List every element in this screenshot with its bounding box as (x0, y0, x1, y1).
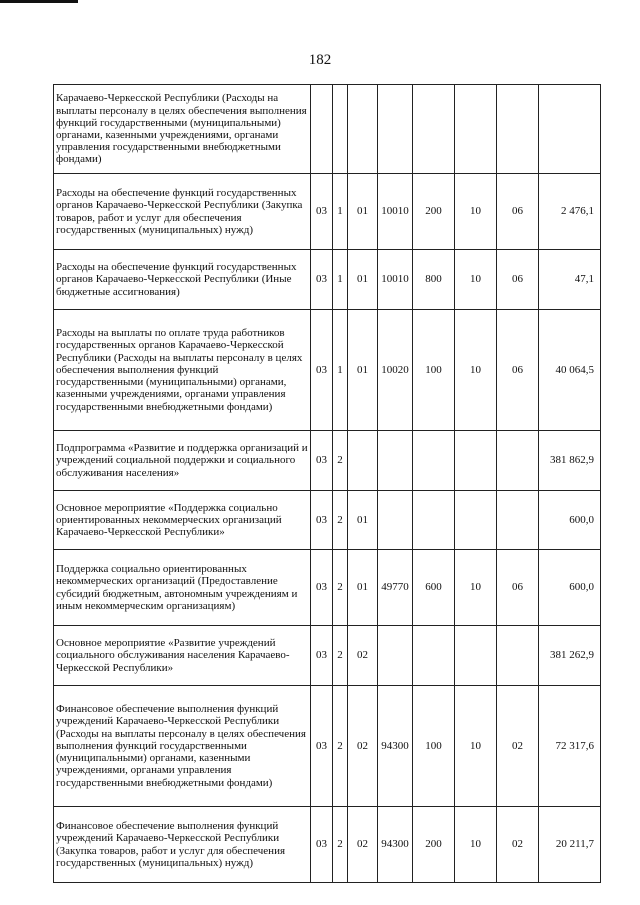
code-col-3: 01 (348, 310, 378, 431)
code-col-7: 06 (497, 550, 539, 626)
row-description: Основное мероприятие «Развитие учреждений социального обслуживания населения Карачаево-Черкесской Республики» (54, 626, 311, 686)
code-col-7: 06 (497, 174, 539, 250)
row-description: Расходы на выплаты по оплате труда работников государственных органов Карачаево-Черкесской Республики (Расходы на выплаты персоналу в целях обеспечения выполнения функций государственными (муниципальными) органами, казенными учреждениями, органами управления государственными внебюджетными фондами) (54, 310, 311, 431)
code-col-5: 100 (413, 310, 455, 431)
code-col-5: 800 (413, 250, 455, 310)
code-col-2: 1 (333, 250, 348, 310)
code-col-1: 03 (311, 250, 333, 310)
table-row (54, 85, 601, 174)
code-col-6: 10 (455, 550, 497, 626)
code-col-5: 600 (413, 550, 455, 626)
code-col-2: 2 (333, 686, 348, 807)
row-amount (539, 85, 601, 174)
budget-table (53, 84, 601, 883)
row-amount: 600,0 (539, 550, 601, 626)
row-description: Расходы на обеспечение функций государственных органов Карачаево-Черкесской Республики (Закупка товаров, работ и услуг для обеспечения государственных (муниципальных) нужд) (54, 174, 311, 250)
code-col-5: 200 (413, 174, 455, 250)
code-col-6: 10 (455, 686, 497, 807)
code-col-3: 02 (348, 807, 378, 883)
row-amount: 600,0 (539, 491, 601, 550)
row-description: Карачаево-Черкесской Республики (Расходы на выплаты персоналу в целях обеспечения выполнения функций государственными (муниципальными) органами, казенными учреждениями, органами управления государственными внебюджетными фондами) (54, 85, 311, 174)
code-col-6: 10 (455, 174, 497, 250)
table-row (54, 550, 601, 626)
row-amount: 2 476,1 (539, 174, 601, 250)
code-col-4: 10010 (378, 250, 413, 310)
code-col-4: 94300 (378, 807, 413, 883)
code-col-5: 200 (413, 807, 455, 883)
code-col-5 (413, 626, 455, 686)
row-description: Финансовое обеспечение выполнения функций учреждений Карачаево-Черкесской Республики (Расходы на выплаты персоналу в целях обеспечения выполнения функций государственными (муниципальными) органами, казенными учреждениями, органами управления государственными внебюджетными фондами) (54, 686, 311, 807)
code-col-3 (348, 85, 378, 174)
code-col-6 (455, 431, 497, 491)
code-col-2: 2 (333, 550, 348, 626)
row-amount: 381 262,9 (539, 626, 601, 686)
code-col-7: 06 (497, 250, 539, 310)
code-col-6 (455, 85, 497, 174)
code-col-3: 01 (348, 550, 378, 626)
code-col-2 (333, 85, 348, 174)
code-col-4: 49770 (378, 550, 413, 626)
code-col-3: 01 (348, 174, 378, 250)
code-col-7 (497, 431, 539, 491)
code-col-1: 03 (311, 686, 333, 807)
code-col-5 (413, 85, 455, 174)
code-col-4 (378, 431, 413, 491)
row-description: Подпрограмма «Развитие и поддержка организаций и учреждений социальной поддержки и социального обслуживания населения» (54, 431, 311, 491)
code-col-1: 03 (311, 807, 333, 883)
code-col-2: 2 (333, 626, 348, 686)
code-col-7 (497, 626, 539, 686)
row-amount: 20 211,7 (539, 807, 601, 883)
code-col-7: 02 (497, 686, 539, 807)
code-col-6 (455, 626, 497, 686)
row-amount: 381 862,9 (539, 431, 601, 491)
row-description: Расходы на обеспечение функций государственных органов Карачаево-Черкесской Республики (Иные бюджетные ассигнования) (54, 250, 311, 310)
code-col-5 (413, 491, 455, 550)
code-col-4 (378, 626, 413, 686)
row-amount: 72 317,6 (539, 686, 601, 807)
table-row (54, 310, 601, 431)
code-col-3 (348, 431, 378, 491)
row-description: Основное мероприятие «Поддержка социально ориентированных некоммерческих организаций Карачаево-Черкесской Республики» (54, 491, 311, 550)
page-number: 182 (308, 52, 332, 68)
code-col-5 (413, 431, 455, 491)
table-row (54, 174, 601, 250)
code-col-1: 03 (311, 310, 333, 431)
code-col-1: 03 (311, 491, 333, 550)
code-col-6: 10 (455, 310, 497, 431)
code-col-3: 02 (348, 626, 378, 686)
code-col-1: 03 (311, 550, 333, 626)
code-col-6 (455, 491, 497, 550)
code-col-7 (497, 491, 539, 550)
table-row (54, 686, 601, 807)
code-col-3: 01 (348, 250, 378, 310)
code-col-4: 10010 (378, 174, 413, 250)
row-amount: 40 064,5 (539, 310, 601, 431)
code-col-4 (378, 85, 413, 174)
code-col-2: 2 (333, 431, 348, 491)
code-col-1: 03 (311, 431, 333, 491)
code-col-7: 06 (497, 310, 539, 431)
code-col-1: 03 (311, 626, 333, 686)
row-description: Поддержка социально ориентированных некоммерческих организаций (Предоставление субсидий бюджетным, автономным учреждениям и иным некоммерческим организациям) (54, 550, 311, 626)
table-row (54, 250, 601, 310)
table-row (54, 431, 601, 491)
code-col-2: 2 (333, 491, 348, 550)
code-col-2: 1 (333, 310, 348, 431)
code-col-4 (378, 491, 413, 550)
scan-edge-mark (0, 0, 78, 3)
code-col-7: 02 (497, 807, 539, 883)
row-description: Финансовое обеспечение выполнения функций учреждений Карачаево-Черкесской Республики (Закупка товаров, работ и услуг для обеспечения государственных (муниципальных) нужд) (54, 807, 311, 883)
code-col-7 (497, 85, 539, 174)
code-col-6: 10 (455, 807, 497, 883)
table-row (54, 807, 601, 883)
code-col-1 (311, 85, 333, 174)
code-col-3: 02 (348, 686, 378, 807)
code-col-4: 10020 (378, 310, 413, 431)
row-amount: 47,1 (539, 250, 601, 310)
code-col-2: 2 (333, 807, 348, 883)
code-col-4: 94300 (378, 686, 413, 807)
table-row (54, 626, 601, 686)
table-row (54, 491, 601, 550)
code-col-2: 1 (333, 174, 348, 250)
code-col-5: 100 (413, 686, 455, 807)
code-col-3: 01 (348, 491, 378, 550)
code-col-6: 10 (455, 250, 497, 310)
code-col-1: 03 (311, 174, 333, 250)
